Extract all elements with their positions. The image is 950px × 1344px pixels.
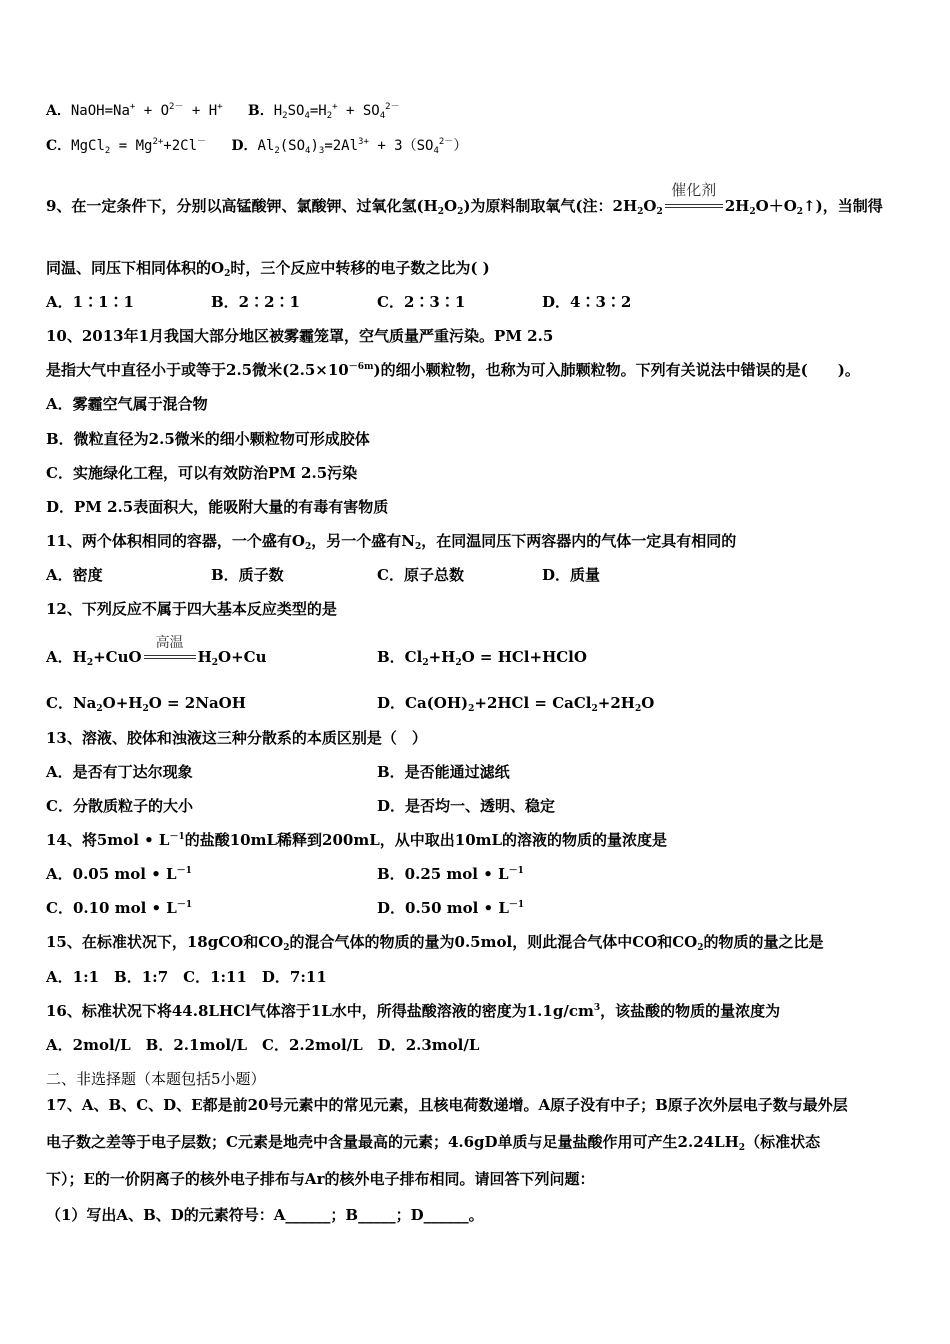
q17-line2: 电子数之差等于电子层数；C元素是地壳中含量最高的元素；4.6gD单质与足量盐酸作用可产生$2.24LH_2$（标准状态	[46, 1133, 821, 1153]
q9-option-a: A．1∶1∶1	[46, 293, 134, 311]
q10-stem-line1: 10、2013年1月我国大部分地区被雾霾笼罩，空气质量严重污染。PM 2.5	[46, 327, 554, 345]
q9-stem-line1: 9、在一定条件下，分别以高锰酸钾、氯酸钾、过氧化氢$(H_2O_2)$为原料制取氧气(注：$2H_2O_2$ 催化剂 $2H_2O+O_2↑$)，当制得	[46, 181, 883, 217]
q13-option-c: C．分散质粒子的大小	[46, 797, 193, 815]
q10-option-b: B．微粒直径为2.5微米的细小颗粒物可形成胶体	[46, 430, 370, 448]
q11-stem: 11、两个体积相同的容器，一个盛有$O_2$，另一个盛有$N_2$，在同温同压下两容器内的气体一定具有相同的	[46, 532, 737, 552]
q10-option-d: D．PM 2.5表面积大，能吸附大量的有毒有害物质	[46, 498, 389, 516]
q14-stem: 14、将5mol • $L^{-1}$的盐酸10mL稀释到200mL，从中取出10mL的溶液的物质的量浓度是	[46, 831, 668, 849]
q14-row-ab	[46, 864, 906, 884]
q16-options: A．2mol/L B．2.1mol/L C．2.2mol/L D．2.3mol/L	[46, 1036, 480, 1054]
section-2-heading: 二、非选择题（本题包括5小题）	[46, 1070, 266, 1088]
q13-option-a: A．是否有丁达尔现象	[46, 763, 193, 781]
q10-option-a: A．雾霾空气属于混合物	[46, 395, 208, 413]
q17-line1: 17、A、B、C、D、E都是前20号元素中的常见元素，且核电荷数递增。A原子没有中子；B原子次外层电子数与最外层	[46, 1096, 848, 1114]
q16-stem: 16、标准状况下将44.8LHCl气体溶于1L水中，所得盐酸溶液的密度为$1.1g/cm^3$，该盐酸的物质的量浓度为	[46, 1002, 781, 1020]
q8-option-a-label: A．	[46, 103, 71, 119]
q12-option-a: A．$H_2+CuO$ 高温 $H_2O+Cu$	[46, 635, 267, 668]
q8-row-cd	[46, 136, 467, 156]
high-temp-label: 高温	[155, 635, 184, 651]
q12-row-cd	[46, 693, 906, 713]
q12-option-b: B．$Cl_2+H_2O$ = HCl+HClO	[377, 648, 587, 668]
q8-option-a: NaOH=Na+ + $O^{2-} + H^+$	[70, 102, 223, 119]
high-temp-arrow	[144, 635, 196, 665]
q13-option-b: B．是否能通过滤纸	[377, 763, 510, 781]
q13-option-d: D．是否均一、透明、稳定	[377, 797, 556, 815]
q13-row-ab	[46, 762, 906, 782]
q8-option-d-label: D．	[231, 138, 258, 154]
q8-option-b-label: B．	[247, 103, 274, 119]
q14-option-a: A．0.05 mol • $L^{-1}$	[46, 865, 192, 883]
q12-option-d: D．$Ca(OH)_2+2HCl$ = $CaCl_2+2H_2O$	[377, 694, 655, 714]
catalyst-arrow	[665, 181, 723, 214]
q8-option-d: $Al_2(SO_4)_3=2Al^{3+} + 3(SO_4^{2-})$	[257, 137, 468, 156]
q11-option-a: A．密度	[46, 566, 103, 584]
q14-option-d: D．0.50 mol • $L^{-1}$	[377, 899, 525, 917]
q8-option-c: MgCl$_2$ = $Mg^{2+}+2Cl^-$	[71, 137, 207, 156]
q11-option-b: B．质子数	[211, 566, 284, 584]
q13-row-cd	[46, 796, 906, 816]
q10-option-c: C．实施绿化工程，可以有效防治PM 2.5污染	[46, 464, 358, 482]
q13-stem: 13、溶液、胶体和浊液这三种分散系的本质区别是（ ）	[46, 729, 427, 747]
q8-option-c-label: C．	[46, 138, 72, 154]
q17-line3: 下）；E的一价阴离子的核外电子排布与Ar的核外电子排布相同。请回答下列问题：	[46, 1170, 595, 1188]
q12-row-ab	[46, 635, 906, 668]
q14-option-c: C．0.10 mol • $L^{-1}$	[46, 899, 193, 917]
q8-row-ab	[46, 101, 400, 121]
q15-options: A．1:1 B．1:7 C．1:11 D．7:11	[46, 968, 327, 986]
catalyst-label: 催化剂	[671, 181, 717, 199]
q11-option-c: C．原子总数	[377, 566, 464, 584]
q14-row-cd	[46, 898, 906, 918]
q8-option-b: $H_2SO_4=H_2^+ + SO_4^{2-}$	[273, 102, 400, 121]
q9-option-c: C．2∶3∶1	[377, 293, 466, 311]
q17-question-1: （1）写出A、B、D的元素符号：A______；B_____；D______。	[46, 1206, 484, 1224]
q9-option-d: D．4∶3∶2	[542, 293, 632, 311]
q15-stem: 15、在标准状况下，18gCO和$CO_2$的混合气体的物质的量为0.5mol，则此混合气体中CO和$CO_2$的物质的量之比是	[46, 933, 824, 953]
q12-option-c: C．$Na_2O+H_2O$ = 2NaOH	[46, 694, 246, 714]
q11-option-d: D．质量	[542, 566, 601, 584]
q14-option-b: B．0.25 mol • $L^{-1}$	[377, 865, 524, 883]
q10-stem-line2: 是指大气中直径小于或等于2.5微米$(2.5\times 10^{-6m})$的细小颗粒物，也称为可入肺颗粒物。下列有关说法中错误的是( )。	[46, 361, 860, 379]
q12-stem: 12、下列反应不属于四大基本反应类型的是	[46, 600, 337, 618]
q9-option-b: B．2∶2∶1	[211, 293, 300, 311]
q9-stem-line2: 同温、同压下相同体积的$O_2$时，三个反应中转移的电子数之比为( )	[46, 259, 490, 279]
